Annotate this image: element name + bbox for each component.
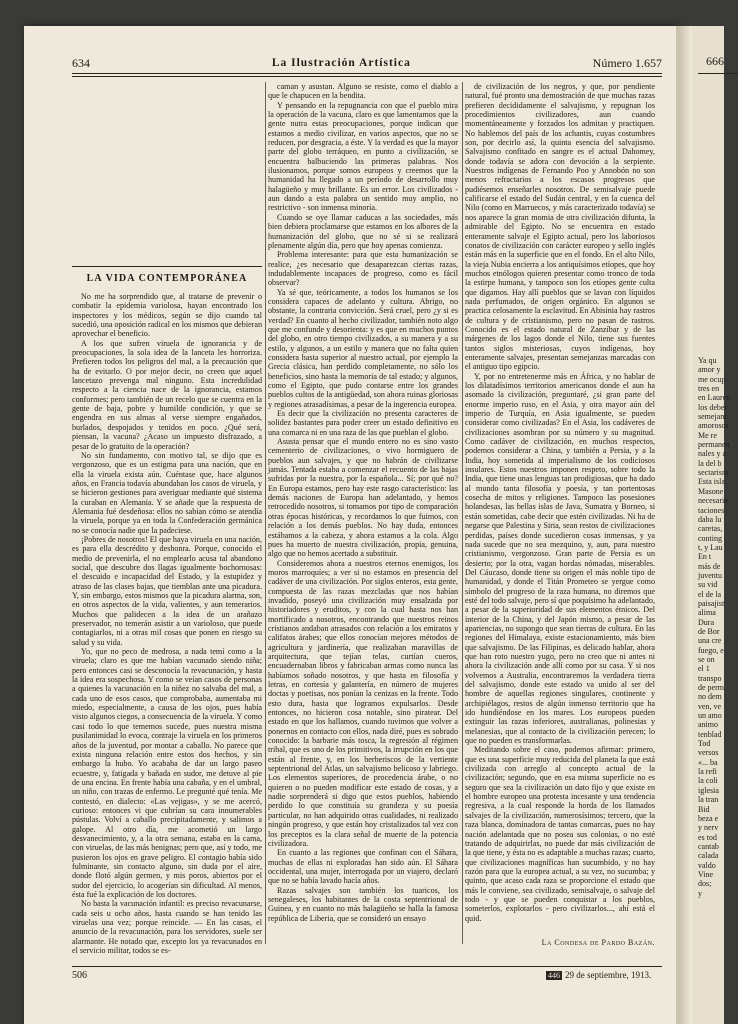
paragraph: A los que sufren viruela de ignorancia y de preocupaciones, la sola idea de la lanceta les horroriza. Prefieren todos los peligros del mal, a la precaución que ha de evitarlo. O por mejor decir, no creen que aquel lancetazo prevenga mal ninguno. Esta incredulidad respecto a la ciencia nace de la ignorancia, estamos conformes; pero también de un recelo que se cuentra en la gente de baja, pobre y humilde condición, y que se engendra en sus almas al verse siempre engañados, burlados, despojados y tenidos en poco. ¿Qué será, piensan, la vacuna? ¿Acaso un impuesto disfrazado, a pesar de lo gratuito de la operación? xyxy=(72,338,262,451)
page-number: 634 xyxy=(72,55,90,70)
paragraph: Y pensando en la repugnancia con que el pueblo mira la operación de la vacuna, claro es que lamentamos que la gente nutra estas preocupaciones, porque indican que estamos a medio civilizar, en varios aspectos, que no se reducen, por desgracia, a éste. Y la verdad es que la mayor parte del globo terráqueo, en punto a civilización, se encuentra balbuciendo las primeras palabras. Nos ilusionamos, porque somos europeos y creemos que la humanidad ha llegado a un período de desarrollo muy halagüeño y muy brillante. Es un error. Los civilizados - aun dando a esta palabra un sentido muy amplio, no restrictivo - son inmensa minoría. xyxy=(268,100,458,213)
paragraph: de civilización de los negros, y que, por pendiente natural, fué pronto una demostración de que muchas razas prefieren decididamente el salvajismo, y repugnan los procedimientos civilizadores, aun cuando momentáneamente y forzados los admitan y practiquen. No hablemos del país de los achantis, cuyas costumbres son, por decirlo así, la quinta esencia del salvajismo. Salvajismo confitado en sangre es el actual Dahomey, donde todavía se adora con devoción a la serpiente. Nuestros indígenas de Fernando Poo y Annobón no son menos refractarios a los escasos progresos que pudiésemos enseñarles nosotros. De semisalvaje puede calificarse el estado del Sudán central, y en la cuenca del Nilo (como en Marruecos, y más caracterizado todavía) se nos aparece la gran momia de otra civilización difunta, la admirable del Egipto. No se encuentra en estado enteramente salvaje el Egipto actual, pero los laboriosos conatos de civilización con carácter europeo y sello inglés están más en la superficie que en el fondo. En el alto Nilo, la vieja Nubia encierra a los antiquísimos etíopes, que hoy muchos etnólogos quieren presentar como tronco de toda la estirpe humana, y tampoco son los etíopes gente culta que digamos. Hay allí pueblos que se lavan con líquidos nada perfumados, de origen orgánico. En algunos se practica celosamente la esclavitud. En Abisinia hay rastros de cultura y de cristianismo, pero no pasan de rastros. Conocido es el estado natural de Zanzíbar y de las márgenes de los lagos donde el Nilo, tiene sus fuentes tantos siglos misteriosas, cuyos indígenas, hoy enteramente salvajes, presentan semejanzas marcadas con el antiguo tipo egipcio. xyxy=(465,82,655,372)
right-header-rule xyxy=(698,73,738,74)
page-gutter xyxy=(678,26,692,1024)
paragraph: En cuanto a las regiones que confinan con el Sáhara, muchas de ellas ni exploradas han sido aún. El Sáhara occidental, una mujer, interrogada por un viajero, declaró que no se había lavado hacía años. xyxy=(268,848,458,886)
publication-date: 29 de septiembre, 1913. xyxy=(565,970,652,980)
blank-space xyxy=(72,82,262,266)
section-title: LA VIDA CONTEMPORÁNEA xyxy=(86,273,248,284)
footer-rule xyxy=(72,966,662,967)
column-separator xyxy=(265,82,266,944)
magazine-title: La Ilustración Artística xyxy=(271,57,411,69)
paragraph: No sin fundamento, con motivo tal, se dijo que es vergonzoso, que es un estigma para una nación, que en ella la viruela exista aún. Cuéntase que, hace algunos años, en Francia todavía abundaban los casos de viruela, y se hicieron gestiones para averiguar mediante qué sistema la curaban en Alemania. Y se añade que la respuesta de Alemania fué desdeñosa: ellos no sabían cómo se atendía la viruela, porque ya en toda la Confederación germánica no se conocía nadie que la padeciese. xyxy=(72,450,262,535)
paragraph: Problema interesante: para que esta humanización se realice, ¿es necesario que desaparezcan ciertas razas, indudablemente incapaces de progreso, como es fácil observar? xyxy=(268,250,458,288)
column-1 xyxy=(72,292,262,954)
footer-date xyxy=(546,970,651,980)
paragraph: Consideremos ahora a nuestros eternos enemigos, los moros marroquíes; a ver si no estamos en presencia del cadáver de una civilización. Por siglos enteros, esta gente, compuesta de las razas mezcladas que nos habían invadido, poseyó una civilización muy ensalzada por historiadores y eruditos, y con la cual hasta nos han mortificado a nosotros, encontrando que nuestros reinos cristianos andaban atrasados con relación a los emiratos y califatos árabes; que ellos conocían mejores métodos de agricultura y jardinería, que realizaban maravillas de arquitectura, que tejían telas, curtían cueros, encuadernaban libros y fabricaban armas como nunca las habíamos soñado nosotros, y que hasta en filosofía y letras, en cortesía y galantería, en número de mujeres doctas y poetisas, nos ponían la cenizas en la frente. Todo esto dura, hasta que logramos expulsarlos. Desde entonces, no hicieron cosa notable, sino piratear. Del estado en que los hallamos, cuando tuvimos que volver a ponernos en contacto con ellos, nada diré, pues es sobrado conocido: la barbarie más tosca, la regresión al régimen tribal, que es uno de los primitivos, la irrupción en los que están al frente, y, en los berberiscos de la vertiente septentrional del Atlas, un salvajismo belicoso y labriego. Los elementos superiores, de procedencia árabe, o no quieren o no pueden modificar este estado de cosas, y a nadie sorprenderá si digo que estos pueblos, habiendo perdido lo que constituía su grandeza y su poesía particular, no han adquirido otras cualidades, ni realizado ningún progreso, y que están hoy cristalizados tal vez con los preceptos es la clara señal de muerte de la potencia civilizadora. xyxy=(268,558,458,848)
paragraph: Meditando sobre el caso, podemos afirmar: primero, que es una superficie muy reducida del planeta la que está civilizada con arreglo al concepto actual de la civilización; segundo, que en esa misma superficie no es seguro que sea la civilización un dato fijo y que existe en el hombre europeo una protesta incesante y una tendencia regresiva, a la cual responde la horda de los llamados salvajes de la civilización, numerosísimos; tercero, que la raza blanca, dominadora de tantas comarcas, pues no hay nación adelantada que no posea sus colonias, o no esté tratando de adquirirlas, no puede dar más civilización de la que tiene, y ésta no es adaptable a muchas razas; cuarto, que civilizaciones magníficas han sucumbido, y no hay razón para que la europea actual, a su vez, no sucumba; y quinto, que acaso cada raza se proporcione el estado que más le conviene, sea civilizado, semisalvaje, o salvaje del todo - y que se pueden conquistar a los pueblos, someterlos, explotarlos - pero civilizarlos..., ahí está el quid. xyxy=(465,745,655,923)
section-rule xyxy=(72,266,262,267)
paragraph: No me ha sorprendido que, al tratarse de prevenir o combatir la epidemia variolosa, hayan encontrado los inspectores y los médicos, según se dijo cuando tal sucedió, una oposición radical en los mismos que debieran aprovechar el beneficio. xyxy=(72,292,262,339)
paragraph: No basta la vacunación infantil: es preciso revacunarse, cada seis u ocho años, hasta cuando se han tenido las viruelas una vez; porque reincide. — En las casas, el anuncio de la revacunación, para los servidores, suele ser alarmante. He notado que, excepto los ya revacunados en el servicio militar, todos se es- xyxy=(72,899,262,956)
column-separator xyxy=(462,82,463,944)
right-page xyxy=(676,26,731,1024)
paragraph: Asusta pensar que el mundo entero no es sino vasto cementerio de civilizaciones, o vivo hormiguero de pueblos aun salvajes, y que no habrán de civilizarse jamás. Tentada estaba a comenzar el recuento de las bajas sufridas por la nuestra, por la española... Sí; por qué no? En Europa estamos, pero hay este rasgo característico: las demás naciones de Europa han adelantado, y hemos retrocedido nosotros, si tomamos por tipo de comparación otras épocas históricas, y recordamos lo que fuimos, con relación a los demás pueblos. No hay duda, entonces estábamos a la cabeza, y ahora estamos a la cola. Algo pues ha muerto de nuestra civilización, propia, genuina, algo que no hemos acertado a substituir. xyxy=(268,437,458,559)
paragraph: Y, por no entretenerme más en África, y no hablar de los dilatadísimos territorios americanos donde el aun ha asomado la civilización, preguntaré, ¿si gran parte del enorme imperio ruso, en el Asia, y otra mayor aún del imperio de Turquía, en Asia igualmente, se pueden considerar como civilizadas? En el Asia, los cadáveres de civilizaciones asombran por su número y su magnitud. Como cadáver de civilización, en muchos respectos, podemos considerar a China, y también a Persia, y a la India, hoy sometida al imperialismo de los codiciosos insulares. Estos nuestros imponen respeto, sobre todo la India, que tiene unas lenguas tan prodigiosas, que ha dado al mundo tanta filosofía y poesía, y tan portentosas cosecha de mitos y religiones. Tampoco las posesiones holandesas, las bellas islas de Java, Sumatra y Borneo, si están sometidas, cabe decir que estén civilizadas. Ni ha de negarse que Palestina y Siria, sean restos de civilizaciones perdidas, países donde sucedieron cosas inmensas, y ya nada sucede que no sea mezquino, y, aun, para nuestro cristianismo, vergonzoso. Gran parte de Persia es un desierto; por la otra, vagan hordas nómadas, miserables. Del Cáucaso, donde tiene su origen el más noble tipo de humanidad, y donde el Titán Prometeo se yergue como símbolo del progreso de la raza humana, no diremos que esté del todo salvaje, pero sí que poquísimo ha adelantado, a pesar de la superioridad de sus elementos étnicos. Del interior de la China, y del Japón mismo, a pesar de las apariencias, no supongo que sean tierras de cultura. En las regiones del Himalaya, existe estacionamiento, más bien que salvajismo. De las Filipinas, es delicado hablar, ahora que han roto nuestro yugo, pero no creo que ni antes ni ahora la civilización ande allí como por su casa. Y si nos volvemos a Australia, encontraremos la verdadera tierra del salvajismo, donde este estado va unido al ser del hombre de aquellas regiones singulares, continente y archipiélagos, restos de algún inmenso territorio que ha ido hundiéndose en los mares. Los europeos pueden extinguir las razas inferiores, australianas, polinesias y melanesias, que al contacto de la civilización perecen; lo que no pueden es transformarlas. xyxy=(465,371,655,746)
paragraph: Yo, que no peco de medrosa, a nada temí como a la viruela; claro es que me habían vacunado siendo niña; pero entonces casi se desconocía la revacunación, y hasta la idea era sospechosa. Y como se veían casos de personas a quienes la vacunación en la niñez no salvaba del mal, a cada uno de esos casos, que comprobaba, aumentaba mi miedo, especialmente, a causa de los ojos, pues había visto algunos ciegos, a consecuencia de la viruela. Y como casi todo lo que tememos sucede, pues nuestra misma pusilanimidad lo evoca, contraje la viruela en los primeros años de la juventud, por montar a caballo. No parece que exista ninguna relación entre estos dos hechos, y sin embargo la hubo. Yo acababa de dar un largo paseo ecuestre, y, fatigada y bañada en sudor, me detuve al pie de una encina. En frente había una cabaña, y en el umbral, un niño, con trazas de enfermo. Le pregunté qué tenía. Me contestó, en dialecto: «Las vejigas», y se me acercó, curioso: entonces vi que cubrían su cara innumerables pústulas. Volví a caballo precipitadamente, y salimos a galope. Al otro día, me acometió un largo desvanecimiento, y, a la otra semana, estaba en la cama, con viruelas, de las más benignas; pero que, así y todo, me pusieron los ojos en grave peligro. El contagio había sido fulminante, sin contacto alguno, sin duda por el aire, donde flotó algún germen, y mis poros, abiertos por el sudor del ejercicio, lo acogerían sin dificultad. Al menos, ésta fué la explicación de los doctores. xyxy=(72,647,262,899)
column-2 xyxy=(268,82,458,952)
column-3 xyxy=(465,82,655,934)
volume-page-number: 506 xyxy=(72,970,87,981)
issue-badge: 446 xyxy=(548,971,560,980)
paragraph: caman y asustan. Alguno se resiste, como el diablo a que le chapucen en la bendita. xyxy=(268,82,458,101)
paragraph: ¡Pobres de nosotros! El que haya viruela en una nación, es para ella descrédito y deshonra. Porque, conocido el medio de prevenirla, el no emplearlo acusa tal abandono social, que descubre dos llagas igualmente bochornosas: el descuido e incapacidad del Estado, y la estupidez y atraso de las clases bajas, que tiemblan ante una picadura. Y, sin embargo, estos mismos que la picadura alarma, son, en otros aspectos de la vida, valientes, y aun temerarios. Muchos que palidecen a la idea de un arañazo preservador, no temerán asistir a un varioloso, que puede contagiarlos, ni a otras mil cosas que ponen en riesgo su salud y su vida. xyxy=(72,534,262,647)
header-rule xyxy=(72,73,662,74)
header-rule-thin xyxy=(72,76,662,77)
page-header xyxy=(72,54,662,72)
paragraph: Ya sé que, teóricamente, a todos los humanos se los considera capaces de adelanto y cultura. Abrigo, no obstante, la contraria convicción. Será cruel, pero ¿y si es verdad? En cuanto al hecho civilizador, también noto algo que me confunde y desorienta: y es que en muchos puntos del globo, en otro tiempo civilizados, a su manera y a su estilo, y algunos, a un estilo y manera que no falta quien considera hasta superior al nuestro actual, por ejemplo la Grecia clásica, han perdido completamente, no sólo los beneficios, sino hasta la memoria de tal estado; y algunos, como el Egipto, que pudo contarse entre los grandes pueblos cultos de la antigüedad, son ahora ruinas gloriosas y regiones atrasadísimas, a pesar de la ingerencia europea. xyxy=(268,287,458,409)
paragraph: Razas salvajes son también los tuaricos, los senegaleses, los habitantes de la costa septentrional de Guinea, y en cuanto no más halagüeño se halla la famosa república de Liberia, que se consideró un ensayo xyxy=(268,885,458,923)
right-page-text-fragments: Ya qu amor y me ocup tres en en Lauren los deber semejant amorosos Me re permanen nales y a la del b sectarism Esta isla Masone necesaria taciones daba lu caretas, conting t, y Lau En t más de juventu su vid el de la paisajist alima Dura de Bor una cre fuego, e se on el 1 transpo de perm no dem ven, ve un amo animo tenblad Tod versos «... ba la refi la coli iglesia la tran Bid beza e y nerv es tod cantab calada valdo Vine dos; y xyxy=(698,356,731,898)
paragraph: Es decir que la civilización no presenta caracteres de solidez bastantes para poder creer un estado definitivo en una comarca ni en una raza de las que pueblan el globo. xyxy=(268,409,458,437)
author-signature: La Condesa de Pardo Bazán. xyxy=(541,938,655,947)
paragraph: Cuando se oye llamar caducas a las sociedades, más bien debiera proclamarse que estamos en los albores de la humanización del globo, que no sé si se realizará plenamente algún día, pero que hoy apenas comienza. xyxy=(268,212,458,250)
right-page-number: 666 xyxy=(706,54,724,68)
issue-number: Número 1.657 xyxy=(592,55,662,70)
left-page xyxy=(24,26,676,1024)
